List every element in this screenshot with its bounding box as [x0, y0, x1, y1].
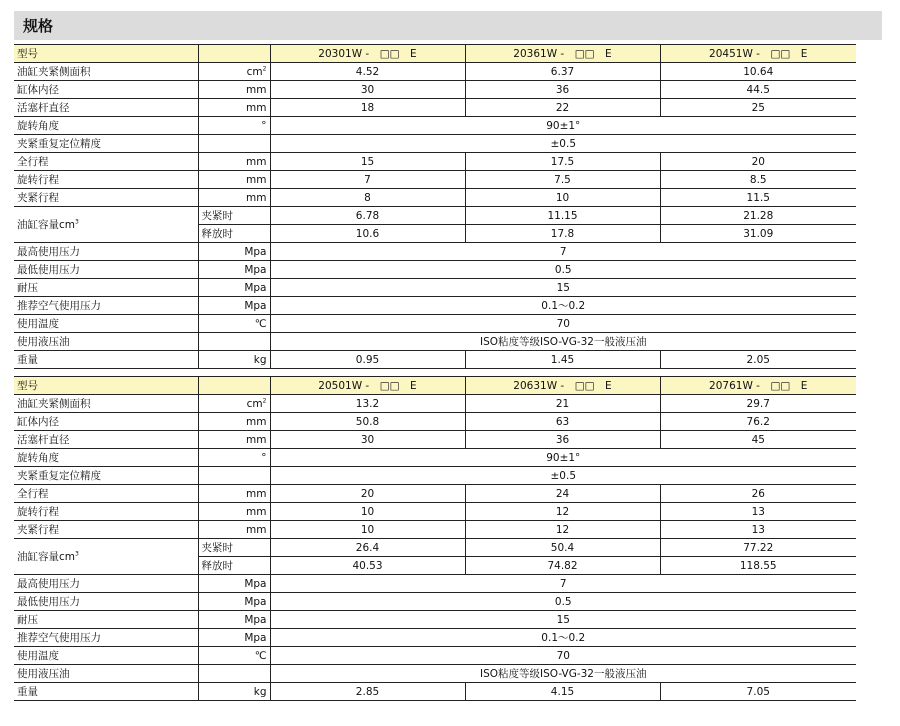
spec-row	[14, 629, 856, 647]
row-value: 63	[465, 413, 660, 431]
row-label: 夹紧行程	[14, 189, 198, 207]
spec-row	[14, 135, 856, 153]
row-value-merged: 7	[270, 243, 856, 261]
clamp-value: 50.4	[465, 539, 660, 557]
clamp-value: 77.22	[660, 539, 856, 557]
model-header-label: 型号	[14, 45, 198, 63]
spec-row	[14, 81, 856, 99]
row-value: 18	[270, 99, 465, 117]
row-unit: Mpa	[198, 575, 270, 593]
row-label: 最低使用压力	[14, 593, 198, 611]
spec-row	[14, 171, 856, 189]
row-unit: Mpa	[198, 297, 270, 315]
row-unit: ℃	[198, 315, 270, 333]
row-value: 4.15	[465, 683, 660, 701]
row-value: 8.5	[660, 171, 856, 189]
spec-row	[14, 117, 856, 135]
row-value: 0.95	[270, 351, 465, 369]
spec-row	[14, 99, 856, 117]
row-label: 旋转角度	[14, 117, 198, 135]
release-value: 31.09	[660, 225, 856, 243]
row-value-merged: ISO粘度等级ISO-VG-32一般液压油	[270, 665, 856, 683]
row-value-merged: 0.1～0.2	[270, 629, 856, 647]
row-label: 缸体内径	[14, 81, 198, 99]
row-value: 76.2	[660, 413, 856, 431]
row-unit: kg	[198, 683, 270, 701]
row-unit: °	[198, 449, 270, 467]
row-unit-text: cm	[246, 397, 263, 410]
spec-row	[14, 413, 856, 431]
row-unit: Mpa	[198, 611, 270, 629]
row-value-merged: ISO粘度等级ISO-VG-32一般液压油	[270, 333, 856, 351]
row-label: 重量	[14, 351, 198, 369]
row-unit: mm	[198, 431, 270, 449]
section-header	[14, 11, 882, 40]
spec-row	[14, 611, 856, 629]
row-value: 7.05	[660, 683, 856, 701]
row-value-merged: ±0.5	[270, 135, 856, 153]
row-value-merged: 15	[270, 611, 856, 629]
row-unit: ℃	[198, 647, 270, 665]
row-unit: mm	[198, 81, 270, 99]
row-unit: Mpa	[198, 593, 270, 611]
release-value: 10.6	[270, 225, 465, 243]
capacity-label	[14, 207, 198, 243]
clamp-value: 26.4	[270, 539, 465, 557]
release-value: 74.82	[465, 557, 660, 575]
spec-row	[14, 153, 856, 171]
model-code: 20361W - □□ E	[465, 45, 660, 63]
row-unit: Mpa	[198, 279, 270, 297]
row-unit: mm	[198, 171, 270, 189]
model-code: 20301W - □□ E	[270, 45, 465, 63]
row-value: 24	[465, 485, 660, 503]
row-label: 全行程	[14, 485, 198, 503]
row-value: 17.5	[465, 153, 660, 171]
model-header-row	[14, 377, 856, 395]
spec-row	[14, 63, 856, 81]
spec-row	[14, 467, 856, 485]
row-label: 最高使用压力	[14, 243, 198, 261]
row-value: 10	[270, 503, 465, 521]
row-value: 44.5	[660, 81, 856, 99]
row-value-merged: 0.5	[270, 593, 856, 611]
release-value: 17.8	[465, 225, 660, 243]
spec-row	[14, 315, 856, 333]
row-unit: °	[198, 117, 270, 135]
clamp-value: 21.28	[660, 207, 856, 225]
row-value: 36	[465, 431, 660, 449]
row-label: 夹紧重复定位精度	[14, 467, 198, 485]
model-header-unit	[198, 45, 270, 63]
row-value: 2.85	[270, 683, 465, 701]
spec-row	[14, 575, 856, 593]
row-value: 4.52	[270, 63, 465, 81]
row-unit: mm	[198, 413, 270, 431]
row-label: 使用温度	[14, 315, 198, 333]
row-value: 25	[660, 99, 856, 117]
row-unit: Mpa	[198, 261, 270, 279]
row-value-merged: ±0.5	[270, 467, 856, 485]
row-unit: mm	[198, 189, 270, 207]
row-value: 6.37	[465, 63, 660, 81]
row-value: 1.45	[465, 351, 660, 369]
spec-row	[14, 683, 856, 701]
spec-row	[14, 351, 856, 369]
row-value: 50.8	[270, 413, 465, 431]
row-value-merged: 70	[270, 647, 856, 665]
spec-row	[14, 647, 856, 665]
row-value: 10	[270, 521, 465, 539]
capacity-row-clamp	[14, 207, 856, 225]
row-unit: mm	[198, 521, 270, 539]
spec-row	[14, 521, 856, 539]
release-value: 40.53	[270, 557, 465, 575]
row-unit: mm	[198, 99, 270, 117]
row-value: 10	[465, 189, 660, 207]
row-unit: mm	[198, 503, 270, 521]
row-value: 20	[660, 153, 856, 171]
spec-row	[14, 431, 856, 449]
spec-table-1	[14, 44, 856, 369]
row-label: 油缸夹紧侧面积	[14, 395, 198, 413]
spec-row	[14, 503, 856, 521]
row-value: 12	[465, 521, 660, 539]
spec-row	[14, 395, 856, 413]
row-label: 旋转行程	[14, 171, 198, 189]
model-code: 20631W - □□ E	[465, 377, 660, 395]
row-label: 旋转行程	[14, 503, 198, 521]
row-unit: Mpa	[198, 243, 270, 261]
capacity-label-sup: 3	[75, 218, 79, 225]
row-value: 20	[270, 485, 465, 503]
clamp-label: 夹紧时	[198, 207, 270, 225]
row-value-merged: 90±1°	[270, 449, 856, 467]
model-code: 20761W - □□ E	[660, 377, 856, 395]
spec-row	[14, 297, 856, 315]
row-value: 15	[270, 153, 465, 171]
row-label: 夹紧重复定位精度	[14, 135, 198, 153]
spec-row	[14, 279, 856, 297]
row-label: 使用温度	[14, 647, 198, 665]
model-header-label: 型号	[14, 377, 198, 395]
capacity-label-sup: 3	[75, 550, 79, 557]
release-label: 释放时	[198, 557, 270, 575]
row-label: 活塞杆直径	[14, 99, 198, 117]
spec-row	[14, 261, 856, 279]
capacity-label	[14, 539, 198, 575]
capacity-label-text: 油缸容量cm	[17, 550, 76, 563]
row-value-merged: 15	[270, 279, 856, 297]
capacity-label-text: 油缸容量cm	[17, 218, 76, 231]
row-unit	[198, 135, 270, 153]
row-unit	[198, 63, 270, 81]
row-value: 29.7	[660, 395, 856, 413]
row-label: 推荐空气使用压力	[14, 629, 198, 647]
row-value: 8	[270, 189, 465, 207]
row-unit-sup: 2	[262, 65, 267, 72]
row-value: 45	[660, 431, 856, 449]
row-value-merged: 7	[270, 575, 856, 593]
row-value: 13.2	[270, 395, 465, 413]
spec-row	[14, 333, 856, 351]
row-label: 推荐空气使用压力	[14, 297, 198, 315]
row-value: 21	[465, 395, 660, 413]
row-label: 活塞杆直径	[14, 431, 198, 449]
spec-row	[14, 243, 856, 261]
row-value: 22	[465, 99, 660, 117]
row-unit	[198, 665, 270, 683]
row-label: 旋转角度	[14, 449, 198, 467]
row-unit	[198, 333, 270, 351]
release-label: 释放时	[198, 225, 270, 243]
row-label: 耐压	[14, 279, 198, 297]
model-header-unit	[198, 377, 270, 395]
capacity-row-clamp	[14, 539, 856, 557]
row-value: 36	[465, 81, 660, 99]
row-value: 2.05	[660, 351, 856, 369]
model-code: 20501W - □□ E	[270, 377, 465, 395]
row-value: 7.5	[465, 171, 660, 189]
row-value: 30	[270, 431, 465, 449]
row-label: 缸体内径	[14, 413, 198, 431]
row-value: 26	[660, 485, 856, 503]
row-value-merged: 70	[270, 315, 856, 333]
row-value: 10.64	[660, 63, 856, 81]
row-value: 13	[660, 521, 856, 539]
clamp-value: 6.78	[270, 207, 465, 225]
row-label: 重量	[14, 683, 198, 701]
row-value: 13	[660, 503, 856, 521]
model-header-row	[14, 45, 856, 63]
row-unit-text: cm	[246, 65, 263, 78]
row-label: 夹紧行程	[14, 521, 198, 539]
release-value: 118.55	[660, 557, 856, 575]
row-value: 12	[465, 503, 660, 521]
clamp-label: 夹紧时	[198, 539, 270, 557]
row-label: 使用液压油	[14, 665, 198, 683]
spec-row	[14, 189, 856, 207]
row-label: 使用液压油	[14, 333, 198, 351]
row-label: 全行程	[14, 153, 198, 171]
row-value-merged: 0.1～0.2	[270, 297, 856, 315]
row-label: 油缸夹紧侧面积	[14, 63, 198, 81]
clamp-value: 11.15	[465, 207, 660, 225]
row-unit	[198, 395, 270, 413]
row-value: 11.5	[660, 189, 856, 207]
spec-row	[14, 485, 856, 503]
row-unit: kg	[198, 351, 270, 369]
model-code: 20451W - □□ E	[660, 45, 856, 63]
row-label: 耐压	[14, 611, 198, 629]
row-unit: Mpa	[198, 629, 270, 647]
row-unit-sup: 2	[262, 397, 267, 404]
spec-table-2	[14, 376, 856, 701]
row-label: 最低使用压力	[14, 261, 198, 279]
row-unit: mm	[198, 485, 270, 503]
row-value: 7	[270, 171, 465, 189]
row-unit: mm	[198, 153, 270, 171]
spec-row	[14, 449, 856, 467]
spec-row	[14, 665, 856, 683]
row-value-merged: 90±1°	[270, 117, 856, 135]
page-title: 规格	[23, 17, 54, 35]
row-value-merged: 0.5	[270, 261, 856, 279]
row-unit	[198, 467, 270, 485]
spec-row	[14, 593, 856, 611]
row-value: 30	[270, 81, 465, 99]
row-label: 最高使用压力	[14, 575, 198, 593]
